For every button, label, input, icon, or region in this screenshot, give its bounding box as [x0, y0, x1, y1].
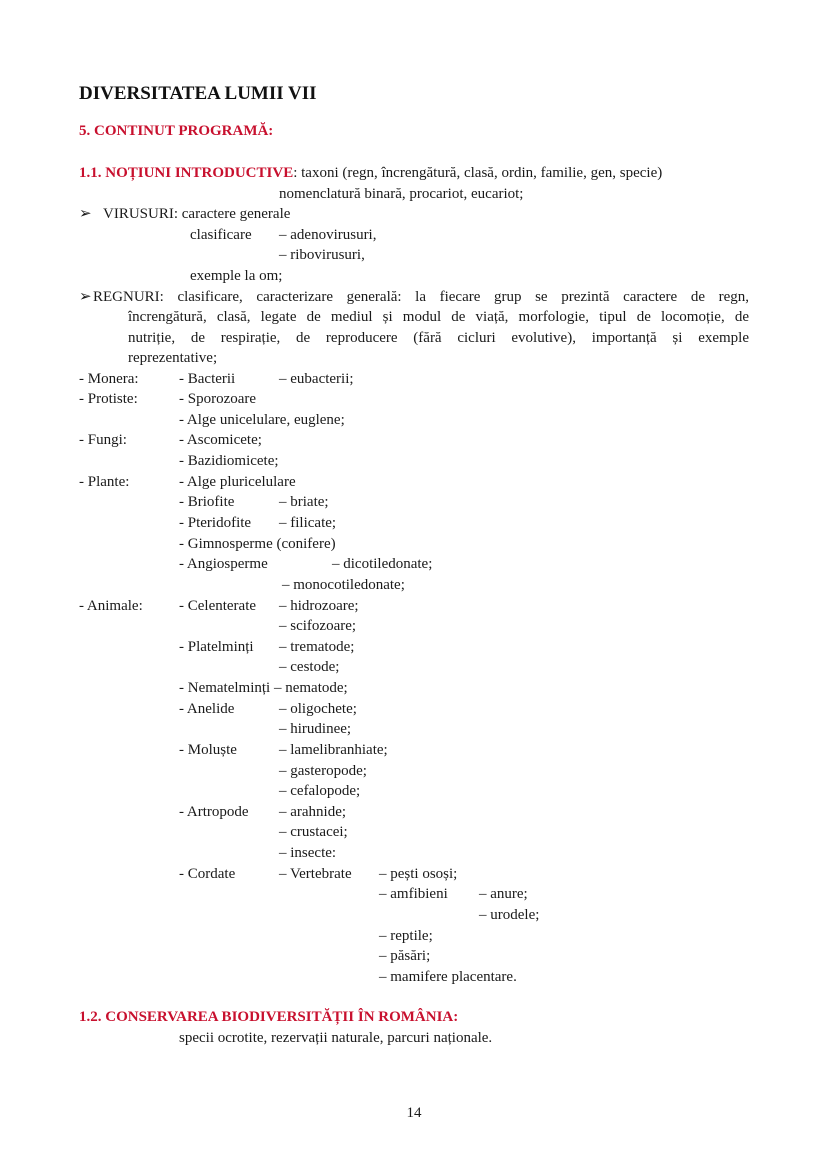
group-anelide: - Anelide: [179, 701, 235, 717]
order-urodele: – urodele;: [479, 907, 540, 923]
group-celenterate: - Celenterate: [179, 598, 257, 614]
class-amfibieni: – amfibieni: [379, 886, 448, 902]
group-platelminti: - Platelminți: [179, 639, 254, 655]
sub-eubacterii: – eubacterii;: [279, 371, 354, 387]
kingdom-plante: - Plante:: [79, 474, 130, 490]
document-title: DIVERSITATEA LUMII VII: [79, 83, 317, 104]
intro-text: : taxoni (regn, încrengătură, clasă, ordin, familie, gen, specie): [293, 165, 663, 181]
kingdom-animale: - Animale:: [79, 598, 143, 614]
virusuri-ribo: – ribovirusuri,: [279, 247, 365, 263]
group-angiosperme: - Angiosperme: [179, 556, 268, 572]
sub-monocotiledonate: – monocotiledonate;: [282, 577, 405, 593]
sub-crustacei: – crustacei;: [279, 824, 348, 840]
group-bazidiomicete: - Bazidiomicete;: [179, 453, 279, 469]
sub-dicotiledonate: – dicotiledonate;: [332, 556, 433, 572]
intro-text-2: nomenclatură binară, procariot, eucariot;: [279, 186, 524, 202]
sub-filicate: – filicate;: [279, 515, 337, 531]
virusuri-line: VIRUSURI: caractere generale: [103, 206, 291, 222]
conservare-text: specii ocrotite, rezervații naturale, parcuri naționale.: [179, 1030, 493, 1046]
order-anure: – anure;: [479, 886, 528, 902]
conservare-heading: 1.2. CONSERVAREA BIODIVERSITĂȚII ÎN ROMÂNIA:: [79, 1009, 459, 1025]
sub-hidrozoare: – hidrozoare;: [279, 598, 359, 614]
group-briofite: - Briofite: [179, 494, 235, 510]
sub-gasteropode: – gasteropode;: [279, 763, 367, 779]
sub-insecte: – insecte:: [279, 845, 337, 861]
group-bacterii: - Bacterii: [179, 371, 236, 387]
sub-cestode: – cestode;: [279, 659, 340, 675]
class-mamifere: – mamifere placentare.: [379, 969, 517, 985]
sub-cefalopode: – cefalopode;: [279, 783, 361, 799]
virusuri-exemple: exemple la om;: [190, 268, 283, 284]
section-heading: 5. CONTINUT PROGRAMĂ:: [79, 123, 274, 139]
regnuri-line-4: reprezentative;: [128, 350, 218, 366]
group-artropode: - Artropode: [179, 804, 249, 820]
sub-trematode: – trematode;: [279, 639, 355, 655]
sub-arahnide: – arahnide;: [279, 804, 347, 820]
sub-scifozoare: – scifozoare;: [279, 618, 357, 634]
intro-heading: 1.1. NOȚIUNI INTRODUCTIVE: [79, 165, 294, 181]
class-pasari: – păsări;: [379, 948, 431, 964]
kingdom-monera: - Monera:: [79, 371, 139, 387]
virusuri-clasificare: clasificare: [190, 227, 252, 243]
group-moluste: - Moluște: [179, 742, 237, 758]
kingdom-protiste: - Protiste:: [79, 391, 138, 407]
regnuri-line-3: nutriție, de respirație, de reproducere (fără cicluri evolutive), importanță și exemple: [128, 330, 749, 346]
group-gimnosperme: - Gimnosperme (conifere): [179, 536, 336, 552]
regnuri-line-1: REGNURI: clasificare, caracterizare generală: la fiecare grup se prezintă caractere de regn,: [93, 289, 749, 305]
group-cordate: - Cordate: [179, 866, 236, 882]
group-pteridofite: - Pteridofite: [179, 515, 252, 531]
regnuri-line-2: încrengătură, clasă, legate de mediul și modul de viață, morfologie, tipul de locomoție, de: [128, 309, 749, 325]
group-alge-pluricelulare: - Alge pluricelulare: [179, 474, 296, 490]
sub-briate: – briate;: [279, 494, 329, 510]
sub-oligochete: – oligochete;: [279, 701, 357, 717]
virusuri-adeno: – adenovirusuri,: [279, 227, 377, 243]
sub-hirudinee: – hirudinee;: [279, 721, 352, 737]
class-pesti-ososi: – pești osoși;: [379, 866, 458, 882]
sub-lamelibranhiate: – lamelibranhiate;: [279, 742, 388, 758]
bullet-icon: ➢: [79, 289, 92, 305]
class-reptile: – reptile;: [379, 928, 433, 944]
page-number: 14: [406, 1105, 422, 1121]
group-ascomicete: - Ascomicete;: [179, 432, 262, 448]
bullet-icon: ➢: [79, 206, 92, 222]
intro-line: [79, 164, 662, 182]
group-alge-unicelulare: - Alge unicelulare, euglene;: [179, 412, 345, 428]
group-sporozoare: - Sporozoare: [179, 391, 257, 407]
group-nematelminti: - Nematelminți – nematode;: [179, 680, 348, 696]
kingdom-fungi: - Fungi:: [79, 432, 127, 448]
sub-vertebrate: – Vertebrate: [279, 866, 352, 882]
